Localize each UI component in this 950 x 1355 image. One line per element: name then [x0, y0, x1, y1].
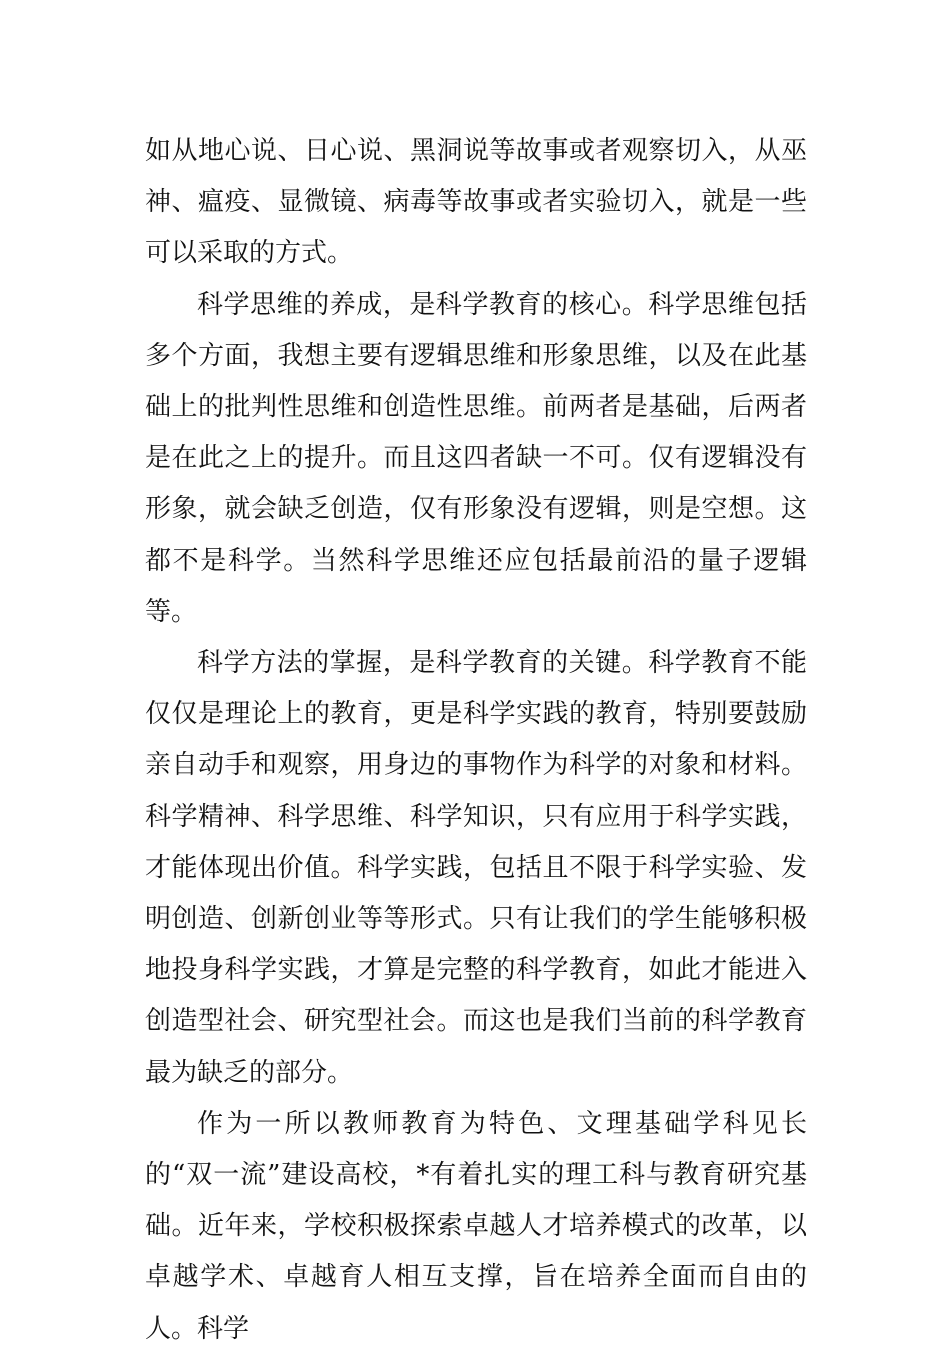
body-text: [145, 126, 807, 1355]
paragraph-university: 作为一所以教师教育为特色、文理基础学科见长的“双一流”建设高校，*有着扎实的理工科与教育研究基础。近年来，学校积极探索卓越人才培养模式的改革，以卓越学术、卓越育人相互支撑，旨在培养全面而自由的人。科学: [145, 1108, 807, 1344]
paragraph-scientific-thinking: 科学思维的养成，是科学教育的核心。科学思维包括多个方面，我想主要有逻辑思维和形象思维，以及在此基础上的批判性思维和创造性思维。前两者是基础，后两者是在此之上的提升。而且这四者缺一不可。仅有逻辑没有形象，就会缺乏创造，仅有形象没有逻辑，则是空想。这都不是科学。当然科学思维还应包括最前沿的量子逻辑等。: [145, 289, 807, 627]
paragraph-continuation: 如从地心说、日心说、黑洞说等故事或者观察切入，从巫神、瘟疫、显微镜、病毒等故事或者实验切入，就是一些可以采取的方式。: [145, 136, 807, 269]
paragraph-scientific-method: 科学方法的掌握，是科学教育的关键。科学教育不能仅仅是理论上的教育，更是科学实践的教育，特别要鼓励亲自动手和观察，用身边的事物作为科学的对象和材料。科学精神、科学思维、科学知识，只有应用于科学实践，才能体现出价值。科学实践，包括且不限于科学实验、发明创造、创新创业等等形式。只有让我们的学生能够积极地投身科学实践，才算是完整的科学教育，如此才能进入创造型社会、研究型社会。而这也是我们当前的科学教育最为缺乏的部分。: [145, 648, 807, 1088]
